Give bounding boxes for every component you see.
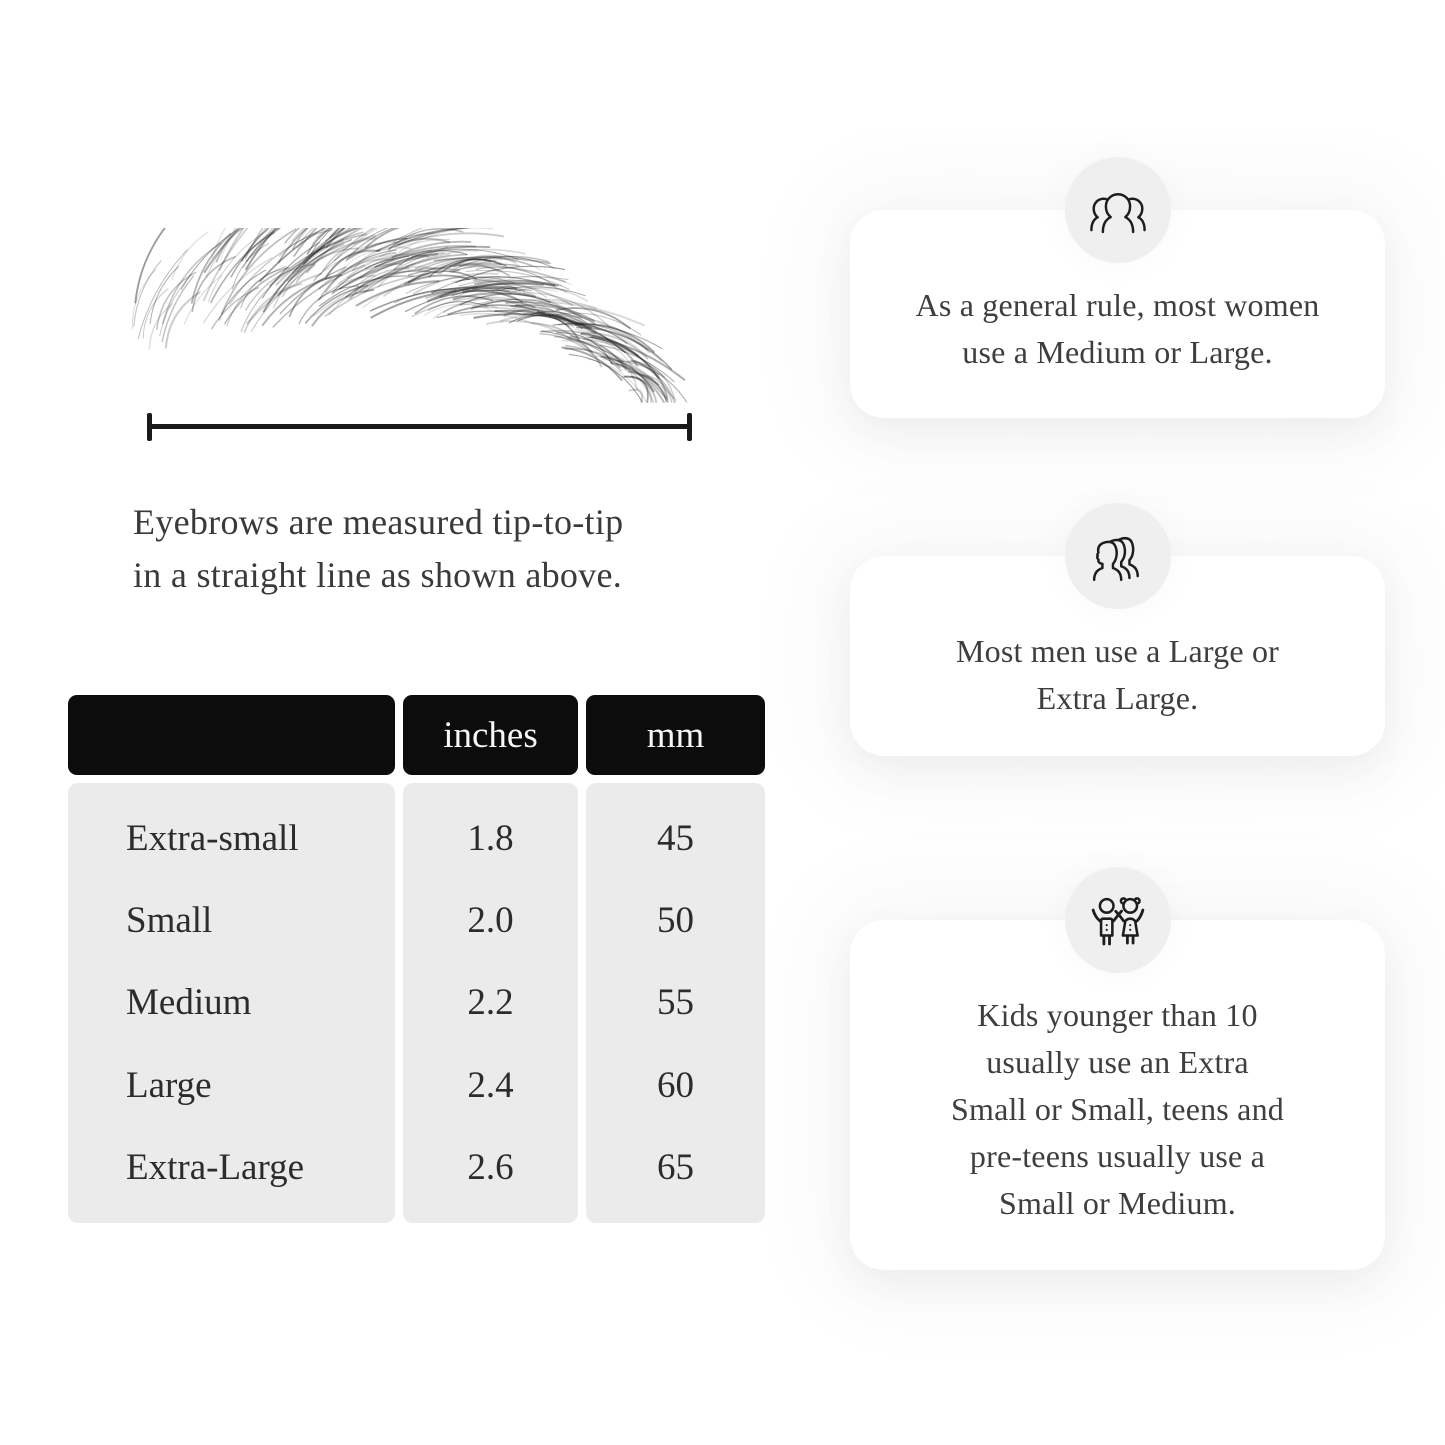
size-label: Medium: [126, 982, 252, 1024]
inches-value: 2.4: [467, 1064, 514, 1106]
card-text-line: use a Medium or Large.: [962, 334, 1273, 370]
card-text-line: Most men use a Large or: [955, 633, 1280, 669]
measurement-tick-right: [687, 413, 692, 441]
card-text-line: usually use an Extra: [986, 1044, 1249, 1080]
mm-value: 55: [657, 982, 694, 1024]
figure-caption: [133, 496, 753, 602]
inches-value: 2.6: [467, 1147, 514, 1189]
women-group-icon: [1085, 180, 1151, 240]
column-inches: [403, 783, 578, 1223]
inches-value: 2.0: [467, 900, 514, 942]
card-text-line: As a general rule, most women: [915, 287, 1320, 323]
mm-value: 45: [657, 817, 694, 859]
caption-line: in a straight line as shown above.: [133, 555, 623, 595]
info-card-men: [850, 556, 1385, 756]
column-size-labels: [68, 783, 395, 1223]
mm-value: 50: [657, 900, 694, 942]
children-icon: [1086, 891, 1150, 949]
icon-badge: [1065, 503, 1171, 609]
eyebrow-illustration: [95, 228, 735, 443]
header-cell-mm: mm: [586, 695, 765, 775]
card-text: [870, 282, 1365, 376]
icon-badge: [1065, 157, 1171, 263]
men-group-icon: [1085, 526, 1151, 586]
size-label: Large: [126, 1064, 212, 1106]
size-label: Small: [126, 900, 213, 942]
card-text: [870, 628, 1365, 722]
mm-value: 65: [657, 1147, 694, 1189]
info-card-women: [850, 210, 1385, 418]
card-text-line: Kids younger than 10: [977, 997, 1258, 1033]
info-card-kids: [850, 920, 1385, 1270]
card-text-line: Small or Small, teens and: [951, 1091, 1284, 1127]
size-label: Extra-small: [126, 817, 299, 859]
card-text-line: Small or Medium.: [999, 1185, 1236, 1221]
inches-value: 2.2: [467, 982, 514, 1024]
column-mm: [586, 783, 765, 1223]
measurement-line: [147, 413, 692, 441]
mm-value: 60: [657, 1064, 694, 1106]
size-table-header: [68, 695, 765, 775]
size-label: Extra-Large: [126, 1147, 305, 1189]
caption-line: Eyebrows are measured tip-to-tip: [133, 502, 624, 542]
measurement-bar: [147, 424, 692, 429]
header-cell-blank: [68, 695, 395, 775]
card-text-line: Extra Large.: [1036, 680, 1199, 716]
header-cell-inches: inches: [403, 695, 578, 775]
size-table-body: [68, 783, 765, 1223]
inches-value: 1.8: [467, 817, 514, 859]
icon-badge: [1065, 867, 1171, 973]
size-table: [68, 695, 765, 1223]
card-text: [870, 992, 1365, 1227]
card-text-line: pre-teens usually use a: [969, 1138, 1266, 1174]
